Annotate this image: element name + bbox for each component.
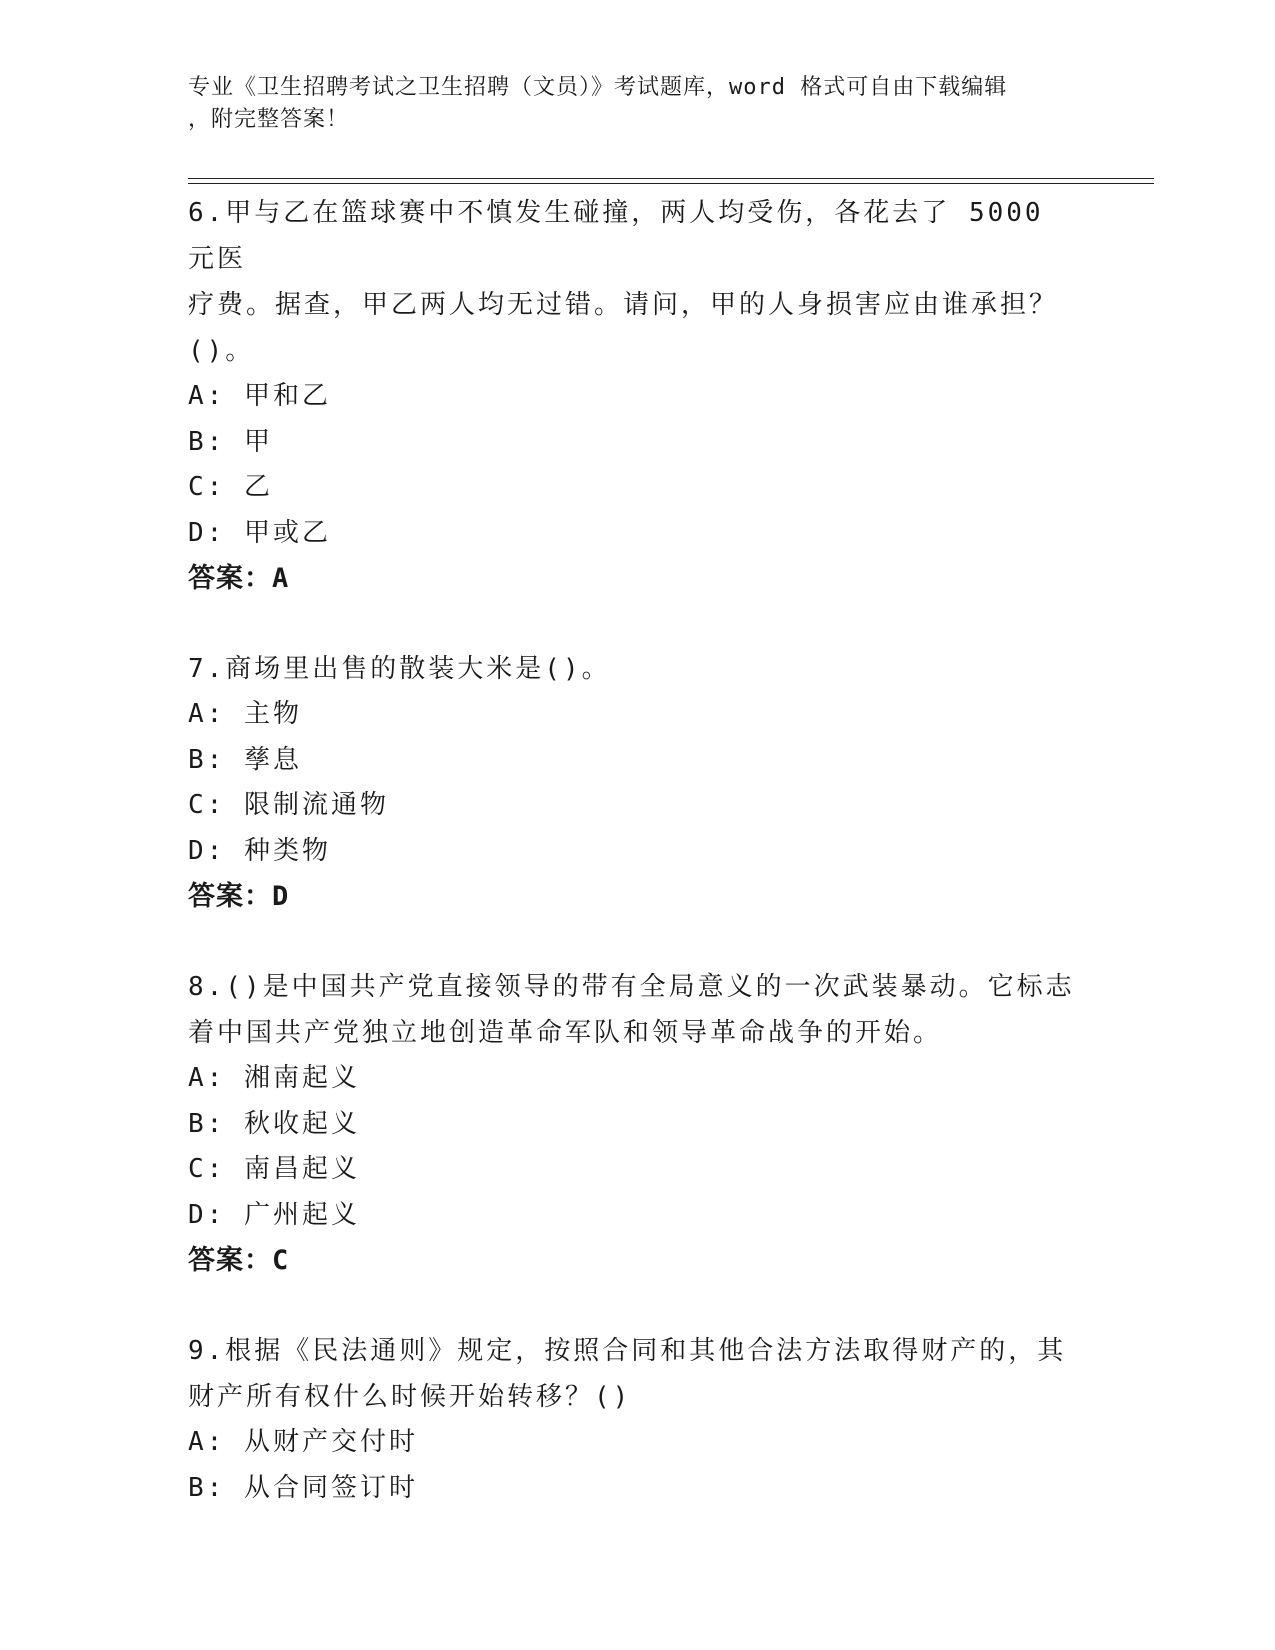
document-header bbox=[188, 72, 1068, 136]
answer-line: 答案：C bbox=[188, 1245, 290, 1276]
option-b: B: 孳息 bbox=[188, 744, 302, 775]
question-stem-line: ()。 bbox=[188, 336, 255, 366]
header-divider-bottom bbox=[188, 183, 1154, 184]
option-a: A: 主物 bbox=[188, 699, 302, 729]
question-stem-line: 疗费。据查，甲乙两人均无过错。请问，甲的人身损害应由谁承担？ bbox=[188, 290, 1059, 320]
question-stem-line: 着中国共产党独立地创造革命军队和领导革命战争的开始。 bbox=[188, 1018, 943, 1048]
option-d: D: 甲或乙 bbox=[188, 517, 331, 548]
question-6 bbox=[188, 190, 1088, 602]
answer-line: 答案：D bbox=[188, 881, 290, 912]
header-line-1: 专业《卫生招聘考试之卫生招聘（文员）》考试题库，word 格式可自由下载编辑 bbox=[188, 75, 1008, 100]
option-a: A: 甲和乙 bbox=[188, 381, 331, 411]
question-8 bbox=[188, 964, 1088, 1284]
question-stem-line: 8.()是中国共产党直接领导的带有全局意义的一次武装暴动。它标志 bbox=[188, 972, 1075, 1002]
header-divider-top bbox=[188, 178, 1154, 179]
option-c: C: 乙 bbox=[188, 472, 273, 502]
question-spacer bbox=[188, 602, 1088, 646]
question-spacer bbox=[188, 920, 1088, 964]
question-spacer bbox=[188, 1284, 1088, 1328]
option-b: B: 从合同签订时 bbox=[188, 1472, 418, 1503]
question-stem-line: 7.商场里出售的散装大米是()。 bbox=[188, 654, 611, 684]
question-stem-line: 9.根据《民法通则》规定，按照合同和其他合法方法取得财产的，其 bbox=[188, 1336, 1067, 1366]
answer-line: 答案：A bbox=[188, 563, 290, 594]
question-stem-line: 6.甲与乙在篮球赛中不慎发生碰撞，两人均受伤，各花去了 5000 元医 bbox=[188, 198, 1044, 274]
option-d: D: 种类物 bbox=[188, 835, 331, 866]
header-line-2: ，附完整答案！ bbox=[188, 107, 350, 132]
option-b: B: 甲 bbox=[188, 426, 273, 457]
question-stem-line: 财产所有权什么时候开始转移？() bbox=[188, 1382, 632, 1412]
question-9 bbox=[188, 1328, 1088, 1511]
question-7 bbox=[188, 646, 1088, 920]
option-d: D: 广州起义 bbox=[188, 1199, 360, 1230]
option-b: B: 秋收起义 bbox=[188, 1108, 360, 1139]
question-list bbox=[188, 190, 1088, 1511]
option-a: A: 从财产交付时 bbox=[188, 1427, 418, 1457]
option-a: A: 湘南起义 bbox=[188, 1063, 360, 1093]
option-c: C: 限制流通物 bbox=[188, 790, 389, 820]
option-c: C: 南昌起义 bbox=[188, 1154, 360, 1184]
